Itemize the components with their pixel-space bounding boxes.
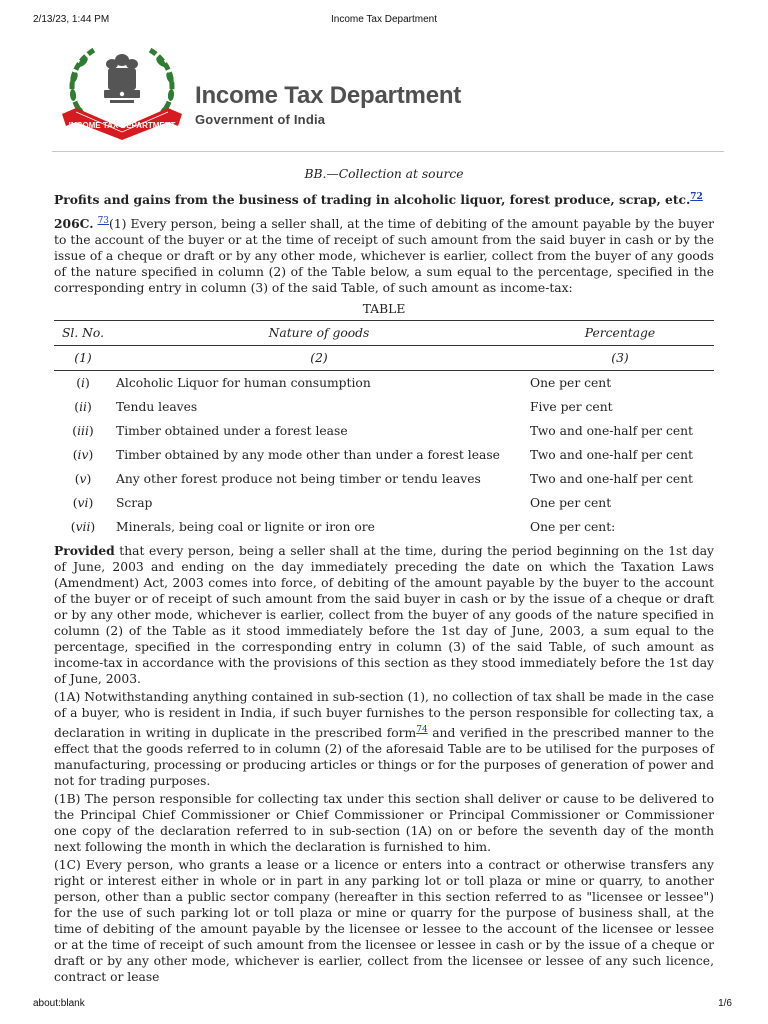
row-sl-no: (vii) bbox=[70, 520, 96, 535]
table-colnum-row bbox=[54, 346, 714, 371]
table-row bbox=[54, 371, 714, 396]
row-percentage: One per cent: bbox=[530, 520, 616, 535]
row-nature: Minerals, being coal or lignite or iron ore bbox=[116, 520, 375, 535]
table-row bbox=[54, 395, 714, 419]
row-nature: Any other forest produce not being timber or tendu leaves bbox=[116, 472, 481, 487]
row-sl-no: (i) bbox=[76, 376, 90, 391]
row-sl-no: (vi) bbox=[72, 496, 94, 511]
row-nature: Scrap bbox=[116, 496, 153, 511]
chapter-title: BB.—Collection at source bbox=[304, 167, 464, 181]
logo-ribbon-text: INCOME TAX DEPARTMENT bbox=[68, 121, 176, 130]
para-1-text: (1) Every person, being a seller shall, at the time of debiting of the amount payable by the buyer to the account of the buyer or at the time of receipt of such amount from the said buyer in cash or by the issue of a cheque or draft or by any other mode, whichever is earlier, collect from the buyer of any goods of the nature specified in column (2) of the Table below, a sum equal to the percentage, specified in the corresponding entry in column (3) of the said Table, of such amount as income-tax: bbox=[54, 217, 714, 296]
row-percentage: Two and one-half per cent bbox=[530, 424, 693, 439]
row-percentage: Two and one-half per cent bbox=[530, 448, 693, 463]
tcs-rates-table bbox=[54, 320, 714, 539]
table-row bbox=[54, 443, 714, 467]
brand-text bbox=[195, 82, 461, 129]
sub-section-1a bbox=[54, 689, 714, 789]
colnum-2: (2) bbox=[112, 346, 526, 371]
table-header-row bbox=[54, 321, 714, 346]
row-sl-no: (iii) bbox=[72, 424, 94, 439]
footnote-link-72[interactable]: 72 bbox=[690, 192, 703, 202]
table-row bbox=[54, 467, 714, 491]
section-number: 206C. bbox=[54, 216, 94, 232]
print-title: Income Tax Department bbox=[331, 14, 437, 25]
row-sl-no: (v) bbox=[74, 472, 92, 487]
sub-section-1c: (1C) Every person, who grants a lease or a licence or enters into a contract or otherwise transfers any right or interest either in whole or in part in any parking lot or toll plaza or mine or quarry, to another person, other than a public sector company (hereafter in this section referred to as "licensee or lessee") for the use of such parking lot or toll plaza or mine or quarry for the purpose of business shall, at the time of debiting of the amount payable by the licensee or lessee to the account of the licensee or lessee or at the time of receipt of such amount from the licensee or lessee in cash or by the issue of a cheque or draft or by any other mode, whichever is earlier, collect from the licensee or lessee of any such licence, contract or lease bbox=[54, 858, 714, 985]
proviso-text: that every person, being a seller shall at the time, during the period beginning on the 1st day of June, 2003 and ending on the day immediately preceding the date on which the Taxation Laws (Amendment) Act, 2003 comes into force, of debiting of the amount payable by the buyer to the account of the buyer or of receipt of such amount from the said buyer in cash or by the issue of a cheque or draft or by any other mode, whichever is earlier, collect from the buyer of any goods of the nature specified in column (2) of the Table as it stood immediately before the 1st day of June, 2003, a sum equal to the percentage, specified in the corresponding entry in column (3) of the said Table, of such amount as income-tax in accordance with the provisions of this section as they stood immediately before the 1st day of June, 2003. bbox=[54, 544, 714, 687]
row-percentage: One per cent bbox=[530, 376, 612, 391]
header-percentage: Percentage bbox=[526, 321, 714, 346]
table-row bbox=[54, 491, 714, 515]
print-footer bbox=[0, 998, 768, 1012]
header-sl-no: Sl. No. bbox=[54, 321, 112, 346]
footnote-link-74[interactable]: 74 bbox=[416, 725, 428, 736]
footnote-link-73[interactable]: 73 bbox=[97, 216, 110, 227]
print-datetime: 2/13/23, 1:44 PM bbox=[33, 14, 110, 25]
print-header bbox=[0, 14, 768, 30]
para-1a-text-part1: (1A) Notwithstanding anything contained in sub-section (1), no collection of tax shall be made in the case of a buyer, who is resident in India, if such buyer furnishes to the person responsible for collecting tax, a declaration in writing in duplicate in the prescribed form bbox=[54, 690, 714, 741]
print-page-number: 1/6 bbox=[718, 998, 732, 1009]
section-heading-text: Profits and gains from the business of trading in alcoholic liquor, forest produce, scrap, etc. bbox=[54, 192, 691, 208]
table-row bbox=[54, 515, 714, 539]
section-para-1 bbox=[54, 212, 714, 296]
site-header bbox=[52, 42, 724, 142]
row-percentage: One per cent bbox=[530, 496, 612, 511]
sub-section-1b: (1B) The person responsible for collecting tax under this section shall deliver or cause to be delivered to the Principal Chief Commissioner or Chief Commissioner or Principal Commissioner or Commissioner one copy of the declaration referred to in sub-section (1A) on or before the seventh day of the month next following the month in which the declaration is furnished to him. bbox=[54, 792, 714, 855]
brand-subtitle: Government of India bbox=[195, 112, 326, 127]
colnum-1: (1) bbox=[54, 346, 112, 371]
row-percentage: Two and one-half per cent bbox=[530, 472, 693, 487]
row-nature: Timber obtained under a forest lease bbox=[116, 424, 348, 439]
document-body bbox=[54, 166, 714, 985]
header-nature: Nature of goods bbox=[112, 321, 526, 346]
row-nature: Tendu leaves bbox=[116, 400, 198, 415]
header-divider bbox=[52, 151, 724, 152]
row-nature: Timber obtained by any mode other than under a forest lease bbox=[116, 448, 500, 463]
table-caption: TABLE bbox=[362, 302, 406, 317]
section-heading bbox=[54, 188, 714, 208]
colnum-3: (3) bbox=[526, 346, 714, 371]
proviso-lead: Provided bbox=[54, 543, 115, 559]
income-tax-logo bbox=[52, 42, 192, 140]
row-nature: Alcoholic Liquor for human consumption bbox=[116, 376, 371, 391]
print-url: about:blank bbox=[33, 998, 85, 1009]
row-sl-no: (ii) bbox=[74, 400, 92, 415]
para-1a-text-part2: and verified in the prescribed manner to the effect that the goods referred to in column (2) of the aforesaid Table are to be utilised for the purposes of manufacturing, processing or producing articles or things or for the purposes of generation of power and not for trading purposes. bbox=[54, 726, 714, 789]
table-row bbox=[54, 419, 714, 443]
row-sl-no: (iv) bbox=[72, 448, 94, 463]
proviso-paragraph bbox=[54, 543, 714, 687]
brand-title: Income Tax Department bbox=[195, 82, 462, 109]
row-percentage: Five per cent bbox=[530, 400, 613, 415]
